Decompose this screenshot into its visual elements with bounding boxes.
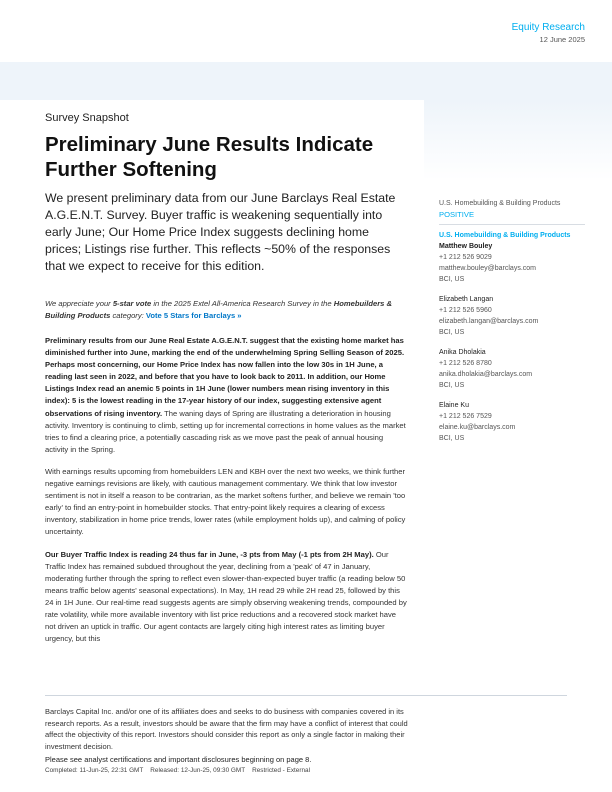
analyst-phone: +1 212 526 9029 [439,254,492,261]
report-intro [45,112,407,275]
analyst-email[interactable]: anika.dholakia@barclays.com [439,371,533,378]
analyst-phone: +1 212 526 5960 [439,307,492,314]
page-title: Preliminary June Results Indicate Further Softening [45,133,374,181]
paragraph-1-lead: Preliminary results from our June Real Estate A.G.E.N.T. suggest that the existing home market has diminished further into June, marking the end of the underwhelming Spring Selling Season of 2025. Perhaps most concerning, our Home Price Index has now fallen into the low 30s in 1H June, a reading last seen in 2022, and before that you have to look back to 2011. In addition, our Home Listings Index read an anemic 5 points in 1H June (lower numbers mean rising inventory in this index): 5 is the lowest reading in the 17-year history of our index, suggesting extensive agent observations of rising inventory. [45,336,405,418]
release-meta [45,767,310,774]
vote-text-mid: in the 2025 Extel All-America Research Survey in the [151,299,334,308]
analyst-email[interactable]: elizabeth.langan@barclays.com [439,318,539,325]
analyst-entity: BCI, US [439,435,465,442]
analyst-card [439,347,589,391]
analyst-entity: BCI, US [439,382,465,389]
paragraph-1-rest: The waning days of Spring are illustrating a deterioration in housing activity. Inventory is continuing to climb, setting up for incremental corrections in home values as the market tries to find a clearing price, a potentially cascading risk as we move past the peak of annual housing activity in the Spring. [45,408,406,454]
restriction-label: Restricted - External [252,767,311,774]
analyst-email[interactable]: elaine.ku@barclays.com [439,424,516,431]
vote-category: Homebuilders & Building Products [45,299,392,320]
analyst-card [439,241,589,285]
vote-text-post: category: [110,311,146,320]
vote-link[interactable]: Vote 5 Stars for Barclays » [145,311,242,320]
paragraph-3 [45,549,407,646]
analyst-phone: +1 212 526 8780 [439,360,492,367]
certifications-note: Please see analyst certifications and important disclosures beginning on page 8. [45,755,312,764]
report-body [45,335,407,655]
sidebar-divider [439,224,585,225]
team-name: U.S. Homebuilding & Building Products [439,232,571,239]
analyst-name: Anika Dholakia [439,349,486,356]
completed-time: Completed: 11-Jun-25, 22:31 GMT [45,767,144,774]
analyst-card [439,400,589,444]
report-date: 12 June 2025 [539,35,585,44]
paragraph-3-rest: Our Traffic Index has remained subdued throughout the year, declining from a 'peak' of 47 in January, moderating further through the spring to reflect even slower-than-expected buyer traffic (a reading below 50 means traffic below agents' seasonal expectations). In May, 1H read 29 while 2H read 25, followed by this 24 in 1H June. Our real-time read suggests agents are simply observing weakening trends, compounded by rate volatility, while more available inventory with list price reductions and a recovered stock market have not driven an uptick in traffic. Our agent contacts are largely citing high interest rates as limiting buyer urgency, but this [45,549,407,644]
released-time: Released: 12-Jun-25, 09:30 GMT [150,767,246,774]
paragraph-3-lead: Our Buyer Traffic Index is reading 24 thus far in June, -3 pts from May (-1 pts from 2H May). [45,549,374,559]
footer-divider [45,695,567,696]
analyst-name: Elaine Ku [439,402,469,409]
report-kicker: Survey Snapshot [45,112,129,124]
analyst-email[interactable]: matthew.bouley@barclays.com [439,265,536,272]
analyst-entity: BCI, US [439,276,465,283]
sector-rating: POSITIVE [439,210,475,219]
vote-request [45,298,407,322]
disclaimer: Barclays Capital Inc. and/or one of its affiliates does and seeks to do business with companies covered in its research reports. As a result, investors should be aware that the firm may have a conflict of interest that could affect the objectivity of this report. Investors should consider this report as only a single factor in making their investment decision. [45,707,408,751]
sidebar-band [424,100,612,180]
analyst-name: Matthew Bouley [439,243,493,250]
department-label: Equity Research [511,22,585,33]
vote-text-pre: We appreciate your [45,299,113,308]
paragraph-2: With earnings results upcoming from homebuilders LEN and KBH over the next two weeks, we think further negative earnings revisions are likely, with cautious management commentary. We think that low investor sentiment is not in itself a reason to be contrarian, as the market softens further, and believe we remain 'too early' to find an entry-point in homebuilder stocks. That entry-point likely requires a clearing of excess inventory, stabilization in home price trends, lower rates (while employment holds up), and calming of policy uncertainty. [45,466,406,537]
analyst-phone: +1 212 526 7529 [439,413,492,420]
analyst-entity: BCI, US [439,329,465,336]
vote-five-star: 5-star vote [112,299,152,308]
report-summary: We present preliminary data from our June Barclays Real Estate A.G.E.N.T. Survey. Buyer traffic is weakening sequentially into early June; Our Home Price Index suggests declining home prices; Listings rise further. This reflects ~50% of the responses that we expect to receive for this edition. [45,191,396,273]
paragraph-1 [45,335,407,456]
analyst-card [439,294,589,338]
analyst-sidebar [439,199,589,453]
header-band [0,62,612,100]
report-header [512,22,585,44]
analyst-name: Elizabeth Langan [439,296,494,303]
coverage-sector: U.S. Homebuilding & Building Products [439,200,561,207]
